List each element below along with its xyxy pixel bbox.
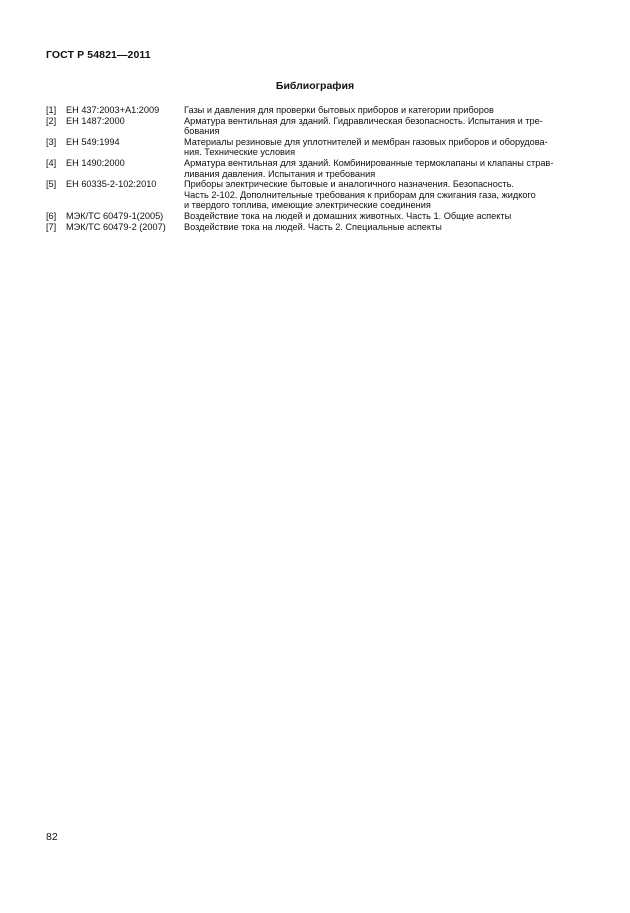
page-number: 82	[46, 831, 58, 843]
entry-title-line: Воздействие тока на людей. Часть 2. Специальные аспекты	[184, 221, 442, 232]
entry-standard-code: МЭК/ТС 60479-1(2005)	[66, 210, 164, 221]
entry-title-line: Арматура вентильная для зданий. Гидравлическая безопасность. Испытания и тре-	[184, 115, 543, 126]
section-title: Библиография	[275, 80, 355, 92]
bibliography-entry	[46, 179, 586, 211]
bibliography-list	[46, 105, 586, 232]
entry-standard-code: МЭК/ТС 60479-2 (2007)	[66, 221, 166, 232]
bibliography-entry	[46, 158, 586, 179]
entry-standard-code: ЕН 1487:2000	[66, 115, 125, 126]
entry-number: [3]	[46, 136, 57, 147]
entry-title-line: Газы и давления для проверки бытовых приборов и категории приборов	[184, 105, 494, 115]
document-header: ГОСТ Р 54821—2011	[46, 49, 151, 61]
entry-title-line: Арматура вентильная для зданий. Комбинированные термоклапаны и клапаны страв-	[184, 157, 554, 168]
entry-title-line: Часть 2-102. Дополнительные требования к приборам для сжигания газа, жидкого	[184, 189, 536, 200]
entry-title	[184, 222, 586, 233]
entry-title-line: Приборы электрические бытовые и аналогичного назначения. Безопасность.	[184, 179, 514, 190]
entry-number: [1]	[46, 105, 57, 115]
entry-title-line: и твердого топлива, имеющие электрические соединения	[184, 200, 431, 211]
entry-title-line: бования	[184, 126, 220, 137]
entry-title	[184, 116, 586, 137]
bibliography-entry	[46, 116, 586, 137]
entry-title-line: Материалы резиновые для уплотнителей и мембран газовых приборов и оборудова-	[184, 136, 548, 147]
entry-title-line: ливания давления. Испытания и требования	[184, 168, 376, 179]
entry-title	[184, 211, 586, 222]
entry-title-line: Воздействие тока на людей и домашних животных. Часть 1. Общие аспекты	[184, 210, 512, 221]
bibliography-entry	[46, 137, 586, 158]
entry-number: [6]	[46, 210, 57, 221]
entry-title	[184, 105, 586, 116]
entry-standard-code: ЕН 1490:2000	[66, 157, 125, 168]
bibliography-entry	[46, 105, 586, 116]
entry-number: [2]	[46, 115, 57, 126]
bibliography-entry	[46, 222, 586, 233]
entry-standard-code: ЕН 549:1994	[66, 136, 120, 147]
bibliography-entry	[46, 211, 586, 222]
entry-number: [7]	[46, 221, 57, 232]
entry-number: [5]	[46, 179, 57, 190]
entry-standard-code: ЕН 437:2003+А1:2009	[66, 105, 160, 115]
entry-standard-code: ЕН 60335-2-102:2010	[66, 179, 157, 190]
entry-title	[184, 158, 586, 179]
entry-title	[184, 137, 586, 158]
entry-title	[184, 179, 586, 211]
entry-number: [4]	[46, 157, 57, 168]
entry-title-line: ния. Технические условия	[184, 147, 296, 158]
